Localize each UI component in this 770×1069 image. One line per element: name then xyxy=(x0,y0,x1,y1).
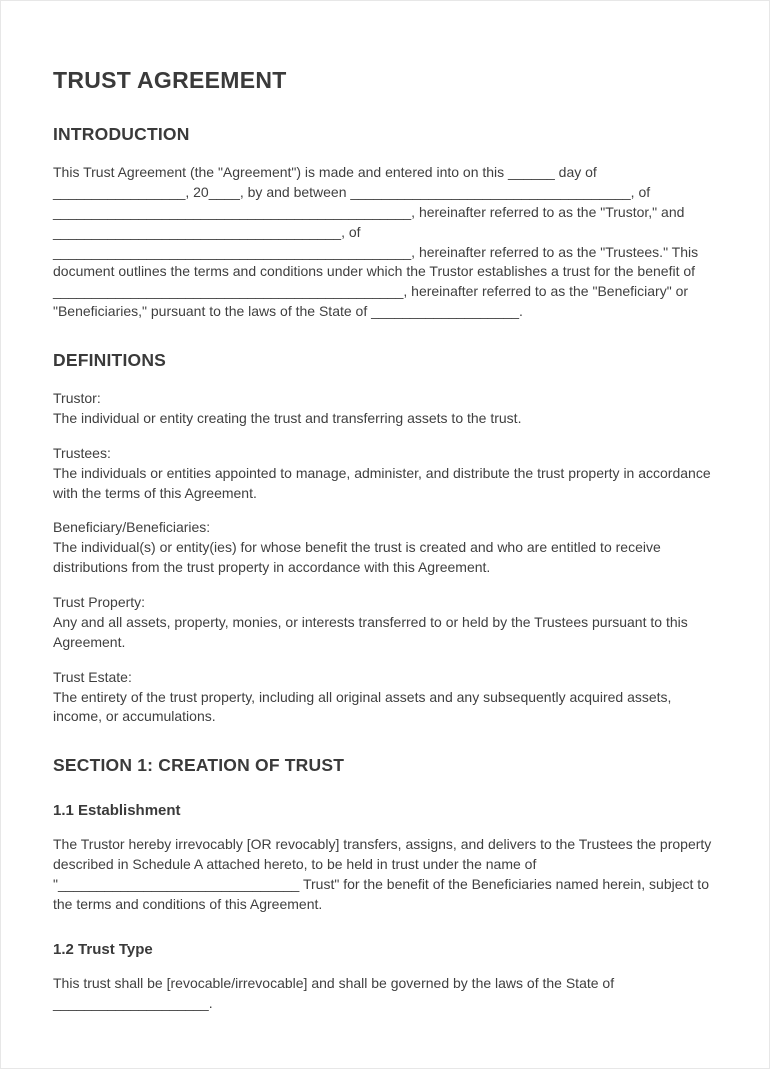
definition-item-trustees xyxy=(53,444,717,504)
definition-description: The individual or entity creating the trust and transferring assets to the trust. xyxy=(53,409,522,426)
definition-description: The individuals or entities appointed to manage, administer, and distribute the trust property in accordance with the terms of this Agreement. xyxy=(53,464,711,501)
subsection-heading-establishment: 1.1 Establishment xyxy=(53,802,181,820)
definition-term: Beneficiary/Beneficiaries: xyxy=(53,519,211,536)
definition-item-trustor xyxy=(53,389,717,429)
definition-description: The entirety of the trust property, including all original assets and any subsequently acquired assets, income, or accumulations. xyxy=(53,688,672,725)
section-heading-definitions: DEFINITIONS xyxy=(53,350,167,370)
definition-term: Trustor: xyxy=(53,390,101,406)
definition-term: Trustees: xyxy=(53,444,111,461)
definition-term: Trust Estate: xyxy=(53,668,132,685)
establishment-paragraph: The Trustor hereby irrevocably [OR revocably] transfers, assigns, and delivers to the Trustees the property described in Schedule A attached hereto, to be held in trust under the name of "_______________________________ Trust" for the benefit of the Beneficiaries named herein, subject to the terms and conditions of this Agreement. xyxy=(53,836,712,912)
definition-item-trust-estate xyxy=(53,668,717,728)
section-heading-introduction: INTRODUCTION xyxy=(53,124,190,144)
trust-type-paragraph: This trust shall be [revocable/irrevocable] and shall be governed by the laws of the State of ____________________. xyxy=(53,974,615,1011)
section-heading-creation-of-trust: SECTION 1: CREATION OF TRUST xyxy=(53,755,345,776)
definition-item-trust-property xyxy=(53,593,717,653)
definition-description: The individual(s) or entity(ies) for whose benefit the trust is created and who are entitled to receive distributions from the trust property in accordance with this Agreement. xyxy=(53,539,661,576)
subsection-heading-trust-type: 1.2 Trust Type xyxy=(53,940,153,958)
definition-description: Any and all assets, property, monies, or interests transferred to or held by the Trustees pursuant to this Agreement. xyxy=(53,613,688,650)
definition-term: Trust Property: xyxy=(53,594,146,610)
introduction-paragraph: This Trust Agreement (the "Agreement") is made and entered into on this ______ day of _________________, 20____, by and between ____________________________________, of ______________________________________________, hereinafter referred to as the "Trustor," and _____________________________________, of ______________________________________________, hereinafter referred to as the "Trustees." This document outlines the terms and conditions under which the Trustor establishes a trust for the benefit of _____________________________________________, hereinafter referred to as the "Beneficiary" or "Beneficiaries," pursuant to the laws of the State of ___________________. xyxy=(53,164,699,320)
definition-item-beneficiary xyxy=(53,518,717,578)
document-title: TRUST AGREEMENT xyxy=(53,67,287,93)
